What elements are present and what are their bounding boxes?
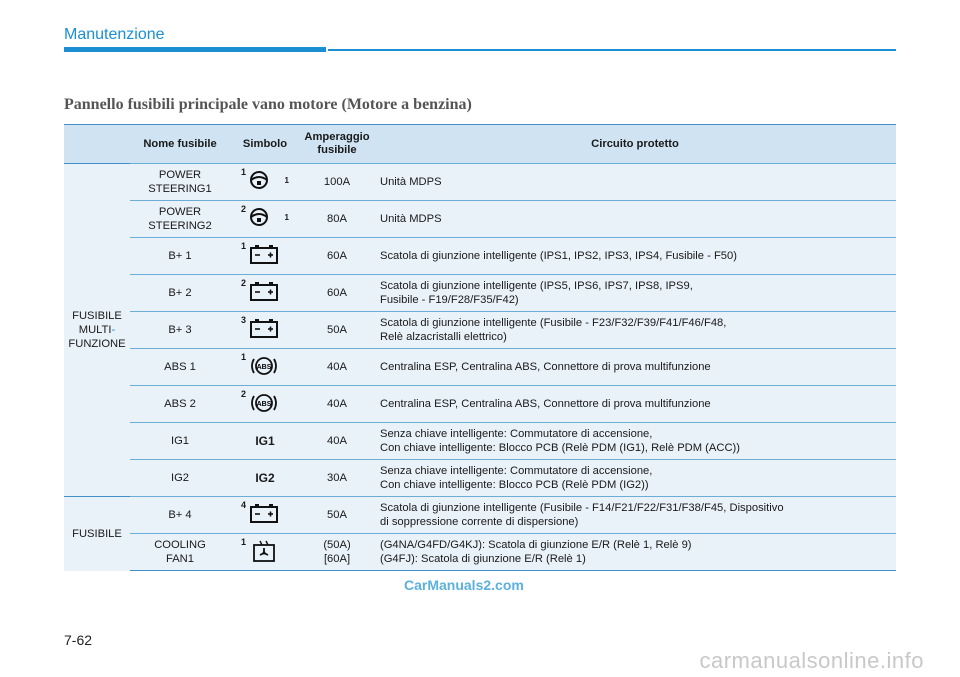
abs-icon [249,392,279,414]
fuse-amperage: 100A [300,164,374,201]
fuse-name: B+ 3 [130,312,230,349]
fuse-name: IG2 [130,460,230,497]
fuse-circuit: Senza chiave intelligente: Commutatore di accensione, Con chiave intelligente: Blocco PCB (Relè PDM (IG1), Relè PDM (ACC)) [374,423,896,460]
fuse-name: POWER STEERING2 [130,201,230,238]
battery-icon [249,244,279,264]
fuse-symbol: 2 ABS [230,386,300,423]
cooling-fan-icon [249,540,279,562]
ig-symbol-label: IG2 [255,470,275,485]
fuse-circuit: Scatola di giunzione intelligente (IPS5, IPS6, IPS7, IPS8, IPS9, Fusibile - F19/F28/F35/F42) [374,275,896,312]
fuse-name: ABS 2 [130,386,230,423]
group-multifunction-label: FUSIBILE MULTI- FUNZIONE [64,164,130,497]
fuse-amperage: (50A) [60A] [300,534,374,571]
table-row [64,312,896,349]
fuse-circuit: Unità MDPS [374,201,896,238]
fuse-amperage: 50A [300,312,374,349]
battery-icon [249,318,279,338]
header-rule-thick [64,47,326,52]
table-header-row [64,125,896,164]
header-cell-symbol: Simbolo [230,125,300,164]
fuse-amperage: 40A [300,423,374,460]
fuse-symbol: 3 [230,312,300,349]
fuse-amperage: 80A [300,201,374,238]
fuse-symbol: 1 1 [230,164,300,201]
header-rule-thin [328,49,896,51]
page-title: Pannello fusibili principale vano motore (Motore a benzina) [64,96,472,113]
steering-icon [249,207,269,227]
fuse-amperage: 60A [300,275,374,312]
fuse-amperage: 40A [300,349,374,386]
group-fuse-label: FUSIBILE [64,497,130,571]
fuse-name: POWER STEERING1 [130,164,230,201]
svg-text:ABS: ABS [256,364,272,371]
table-row [64,497,896,534]
battery-icon [249,503,279,523]
table-row [64,164,896,201]
table-row [64,534,896,571]
table-row [64,349,896,386]
fuse-amperage: 30A [300,460,374,497]
table-row [64,386,896,423]
table-row [64,238,896,275]
header-cell-circuit: Circuito protetto [374,125,896,164]
table-row [64,201,896,238]
fuse-amperage: 60A [300,238,374,275]
fuse-name: ABS 1 [130,349,230,386]
fuse-circuit: Unità MDPS [374,164,896,201]
fuse-name: IG1 [130,423,230,460]
footer-watermark: carmanualsonline.info [699,648,924,673]
fuse-circuit: (G4NA/G4FD/G4KJ): Scatola di giunzione E/R (Relè 1, Relè 9) (G4FJ): Scatola di giunzione E/R (Relè 1) [374,534,896,571]
fuse-symbol: 4 [230,497,300,534]
fuse-circuit: Scatola di giunzione intelligente (Fusibile - F14/F21/F22/F31/F38/F45, Dispositivo di soppressione corrente di dispersione) [374,497,896,534]
fuse-amperage: 50A [300,497,374,534]
battery-icon [249,281,279,301]
table-row [64,460,896,497]
table-row [64,275,896,312]
fuse-table [64,124,896,571]
abs-icon [249,355,279,377]
fuse-name: COOLING FAN1 [130,534,230,571]
fuse-name: B+ 2 [130,275,230,312]
fuse-symbol: 1 ABS [230,349,300,386]
svg-text:ABS: ABS [256,401,272,408]
fuse-name: B+ 4 [130,497,230,534]
fuse-symbol: 1 [230,238,300,275]
fuse-circuit: Scatola di giunzione intelligente (IPS1, IPS2, IPS3, IPS4, Fusibile - F50) [374,238,896,275]
section-title: Manutenzione [64,26,165,43]
fuse-name: B+ 1 [130,238,230,275]
steering-icon [249,170,269,190]
fuse-circuit: Senza chiave intelligente: Commutatore di accensione, Con chiave intelligente: Blocco PCB (Relè PDM (IG2)) [374,460,896,497]
page-number: 7-62 [64,632,93,648]
fuse-symbol [230,423,300,460]
header-cell-empty [64,125,130,164]
watermark-link[interactable]: CarManuals2.com [404,577,524,593]
fuse-symbol: 2 [230,275,300,312]
fuse-circuit: Centralina ESP, Centralina ABS, Connettore di prova multifunzione [374,349,896,386]
fuse-circuit: Scatola di giunzione intelligente (Fusibile - F23/F32/F39/F41/F46/F48, Relè alzacristalli elettrico) [374,312,896,349]
fuse-amperage: 40A [300,386,374,423]
fuse-symbol [230,460,300,497]
table-row [64,423,896,460]
fuse-circuit: Centralina ESP, Centralina ABS, Connettore di prova multifunzione [374,386,896,423]
fuse-symbol: 1 [230,534,300,571]
header-cell-name: Nome fusibile [130,125,230,164]
fuse-symbol: 2 1 [230,201,300,238]
ig-symbol-label: IG1 [255,433,275,448]
header-cell-amperage: Amperaggio fusibile [300,125,374,164]
